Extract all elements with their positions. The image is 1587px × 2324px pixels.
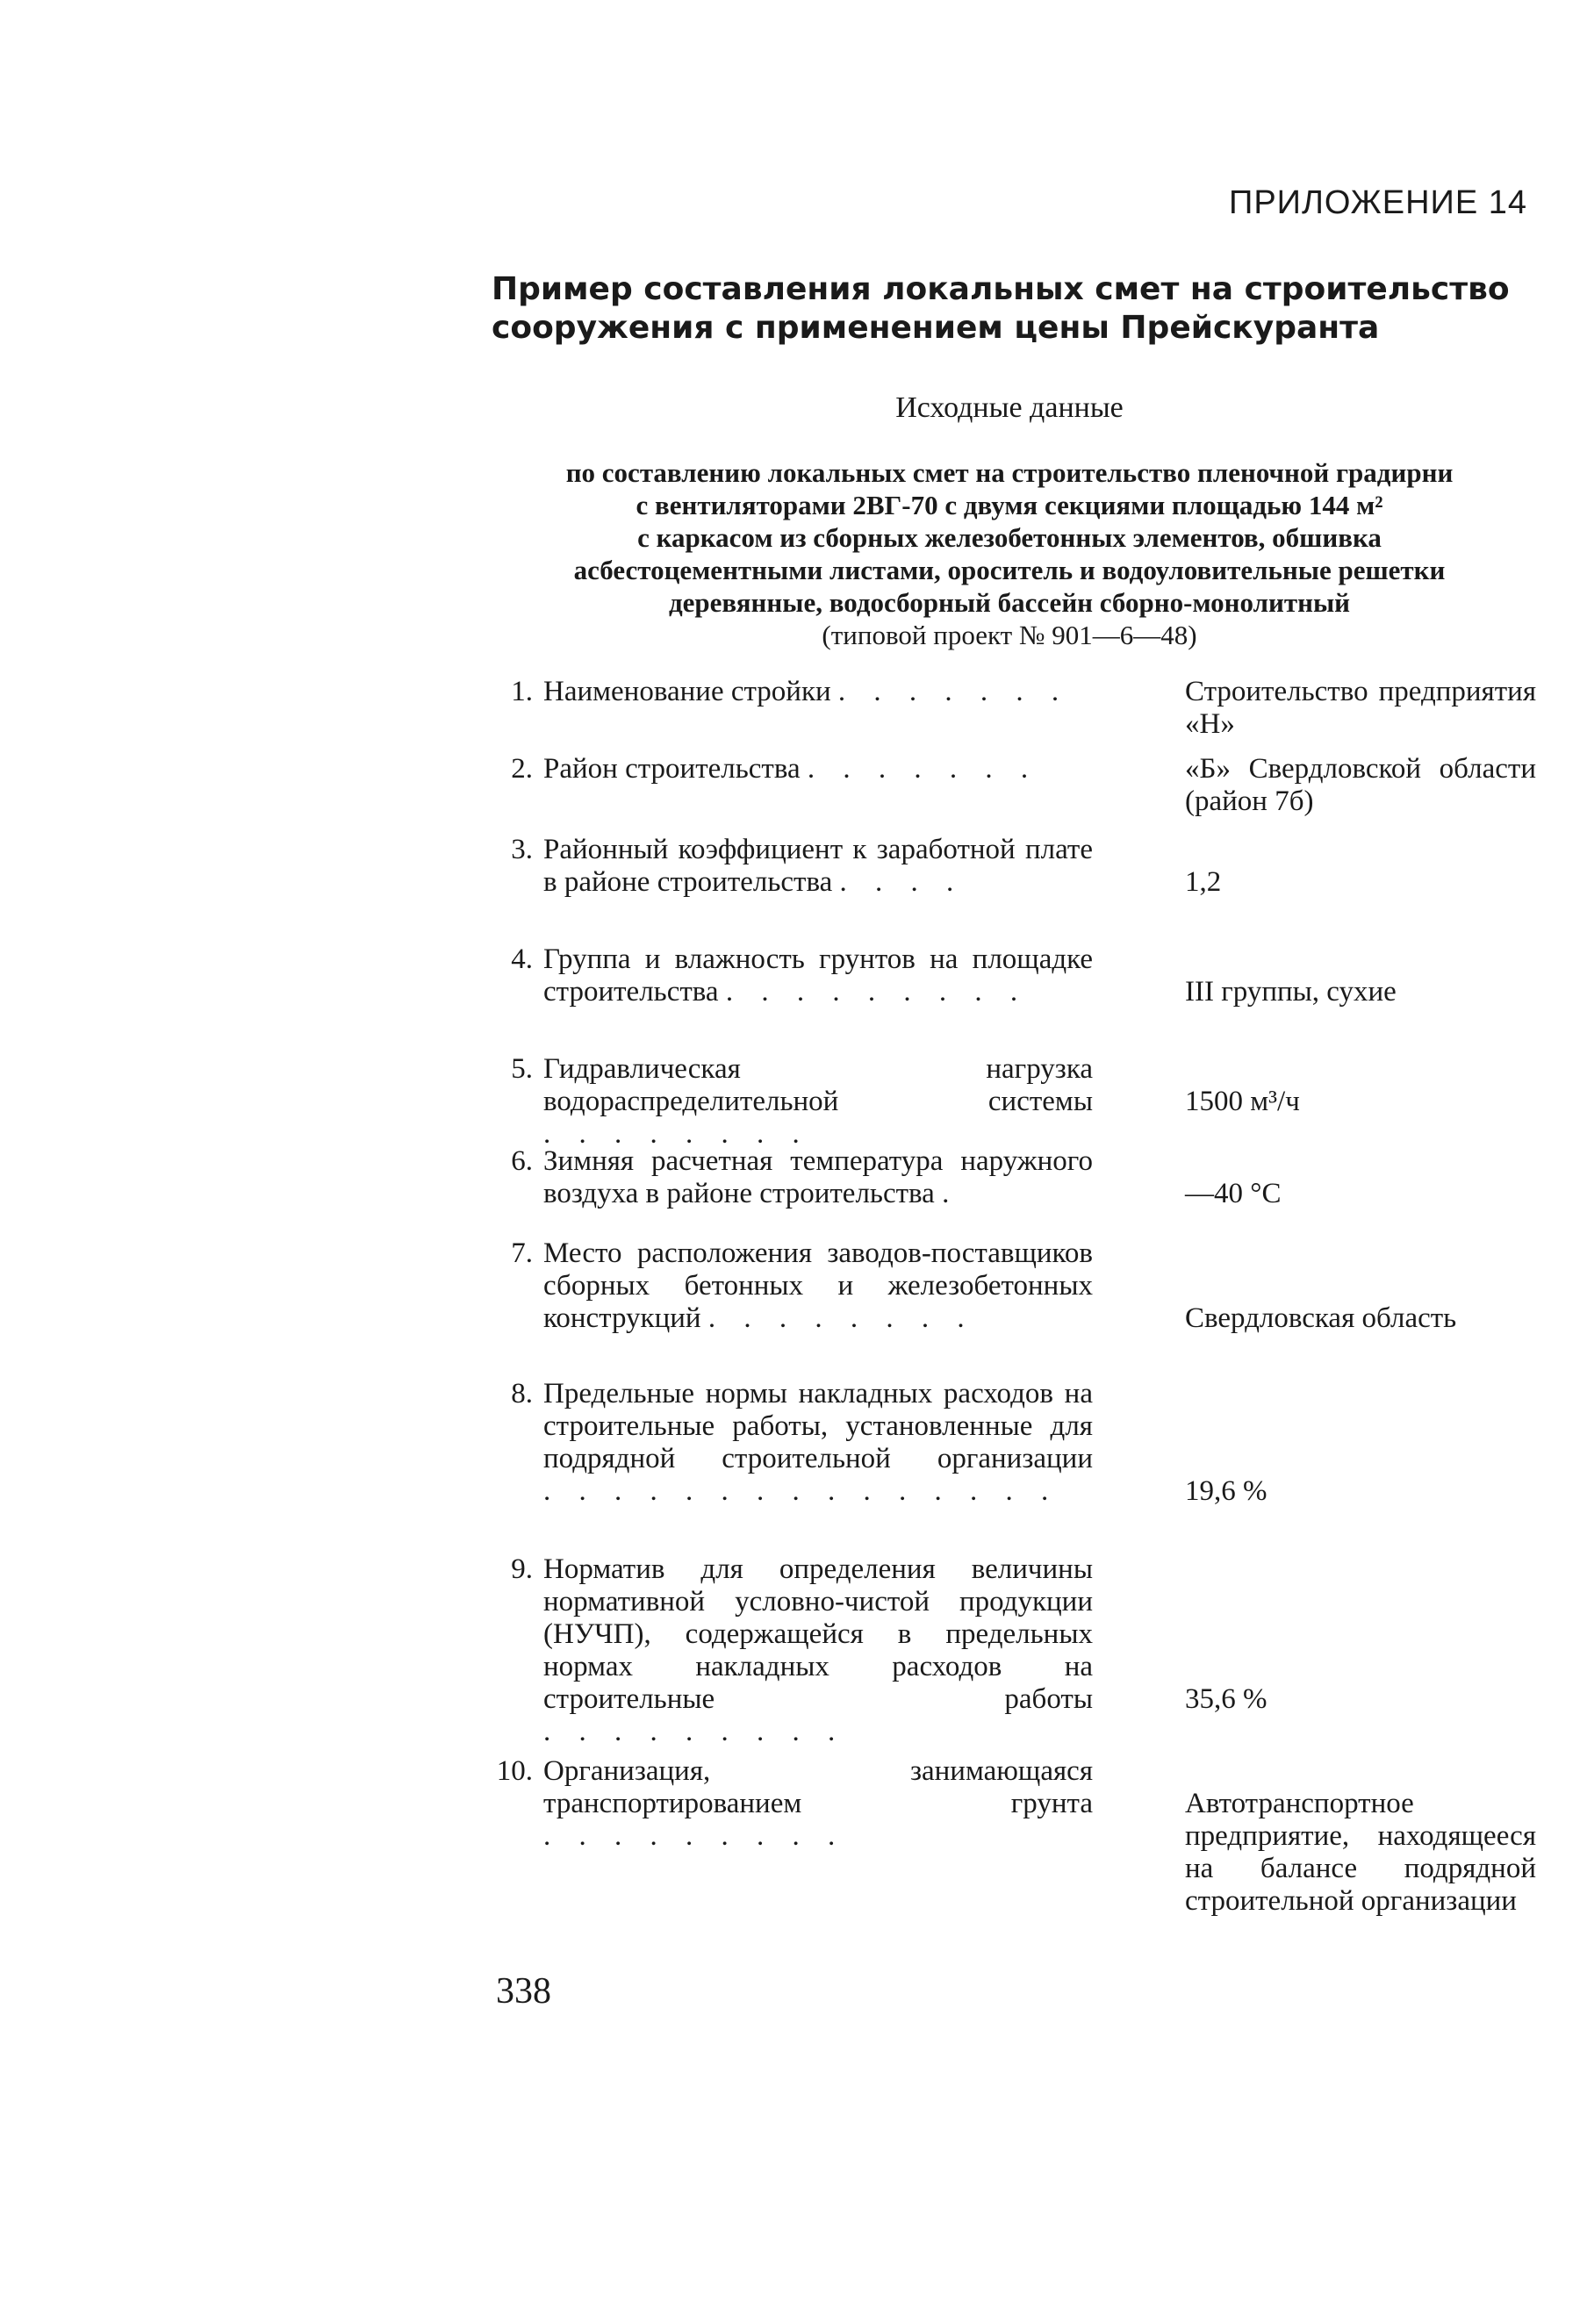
item-value: 19,6 % [1185, 1475, 1267, 1507]
item-value: —40 °С [1185, 1178, 1282, 1209]
item-label: Наименование стройки . . . . . . . [543, 676, 1070, 707]
item-label: Предельные нормы накладных расходов на строительные работы, установленные для подрядной строительной организации . . . . . . . . . . . . . . . [543, 1378, 1093, 1507]
item-label: Районный коэффициент к заработной плате в районе строительства . . . . [543, 834, 1093, 898]
description-line-1: по составлению локальных смет на строительство пленочной градирни [565, 457, 1454, 488]
item-number: 3. [511, 834, 533, 865]
item-label: Норматив для определения величины нормативной условно-чистой продукции (НУЧП), содержащейся в предельных нормах накладных расходов на строительные работы . . . . . . . . . [543, 1553, 1093, 1747]
item-label: Район строительства . . . . . . . [543, 753, 1039, 785]
item-label: Группа и влажность грунтов на площадке строительства . . . . . . . . . [543, 943, 1093, 1008]
item-number: 6. [511, 1145, 533, 1177]
item-value: 1,2 [1185, 866, 1222, 898]
item-number: 5. [511, 1053, 533, 1085]
item-value: 1500 м³/ч [1185, 1086, 1300, 1117]
item-number: 4. [511, 943, 533, 975]
document-title-line-1: Пример составления локальных смет на строительство [492, 271, 1510, 307]
item-number: 1. [511, 676, 533, 707]
appendix-label: ПРИЛОЖЕНИЕ 14 [1229, 184, 1527, 221]
item-value: Автотранспортное предприятие, находящееся на балансе подрядной строительной организации [1185, 1788, 1536, 1917]
description-line-3: с каркасом из сборных железобетонных элементов, обшивка [637, 522, 1382, 553]
document-title [492, 270, 1527, 348]
item-label: Организация, занимающаяся транспортированием грунта . . . . . . . . . [543, 1755, 1093, 1852]
page-number: 338 [496, 1971, 551, 2012]
item-number: 9. [511, 1553, 533, 1585]
item-label: Место расположения заводов-поставщиков сборных бетонных и железобетонных конструкций . . . . . . . . [543, 1237, 1093, 1334]
description-line-5: деревянные, водосборный бассейн сборно-монолитный [668, 587, 1351, 618]
item-number: 7. [511, 1237, 533, 1269]
item-number: 2. [511, 753, 533, 785]
description-line-4: асбестоцементными листами, ороситель и водоуловительные решетки [573, 555, 1446, 585]
item-label: Гидравлическая нагрузка водораспределительной системы . . . . . . . . [543, 1053, 1093, 1150]
item-value: 35,6 % [1185, 1683, 1267, 1715]
item-value: III группы, сухие [1185, 976, 1397, 1008]
document-title-line-2: сооружения с применением цены Прейскуранта [492, 310, 1380, 346]
description-line-2: с вентиляторами 2ВГ-70 с двумя секциями площадью 144 м² [636, 490, 1383, 520]
item-number: 8. [511, 1378, 533, 1409]
description-block [492, 456, 1527, 651]
section-heading: Исходные данные [895, 391, 1124, 424]
item-label: Зимняя расчетная температура наружного воздуха в районе строительства . [543, 1145, 1093, 1209]
project-reference: (типовой проект № 901—6—48) [822, 620, 1197, 650]
item-value: Свердловская область [1185, 1302, 1457, 1334]
item-value: Строительство предприятия «Н» [1185, 676, 1536, 740]
item-value: «Б» Свердловской области (район 7б) [1185, 753, 1536, 817]
item-number: 10. [496, 1755, 533, 1787]
